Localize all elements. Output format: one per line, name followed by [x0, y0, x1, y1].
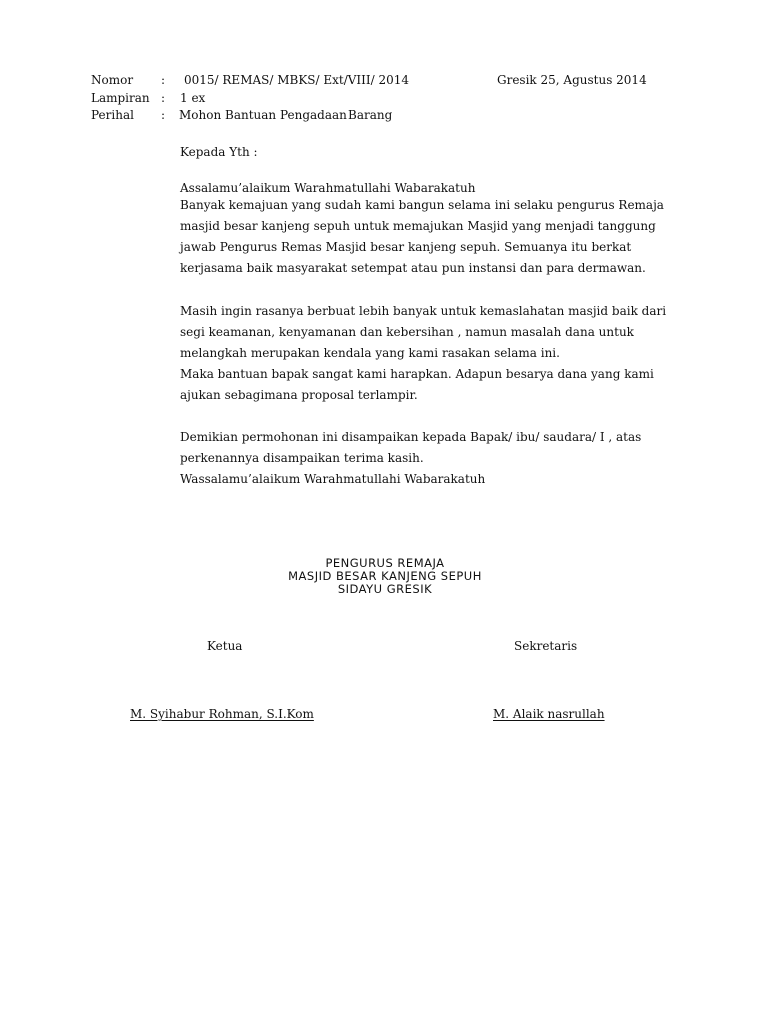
paragraph-2-line: Maka bantuan bapak sangat kami harapkan. Adapun besarya dana yang kami [180, 367, 654, 381]
signature-title-chairman: Ketua [207, 639, 243, 653]
letter-date: Gresik 25, Agustus 2014 [497, 73, 647, 87]
paragraph-2 [180, 301, 680, 406]
signature-name-secretary: M. Alaik nasrullah [493, 707, 605, 721]
paragraph-1-line: masjid besar kanjeng sepuh untuk memajukan Masjid yang menjadi tanggung [180, 219, 656, 233]
addressee: Kepada Yth : [180, 145, 258, 159]
opening-salutation: Assalamu’alaikum Warahmatullahi Wabarakatuh [180, 181, 476, 195]
paragraph-1-line: Banyak kemajuan yang sudah kami bangun selama ini selaku pengurus Remaja [180, 198, 664, 212]
paragraph-1-line: kerjasama baik masyarakat setempat atau pun instansi dan para dermawan. [180, 261, 646, 275]
perihal-value-2: Barang [348, 108, 393, 122]
nomor-colon: : [161, 73, 166, 87]
organization-line-1: PENGURUS REMAJA [325, 556, 445, 570]
paragraph-2-line: Masih ingin rasanya berbuat lebih banyak untuk kemaslahatan masjid baik dari [180, 304, 667, 318]
paragraph-3 [180, 427, 680, 490]
perihal-value: Mohon Bantuan Pengadaan [179, 108, 347, 122]
signature-name-chairman: M. Syihabur Rohman, S.I.Kom [130, 707, 314, 721]
lampiran-colon: : [161, 91, 166, 105]
organization-line-3: SIDAYU GRESIK [337, 582, 433, 596]
lampiran-label: Lampiran [91, 91, 150, 105]
organization-block [200, 557, 570, 596]
nomor-label: Nomor [91, 73, 134, 87]
paragraph-1-line: jawab Pengurus Remas Masjid besar kanjeng sepuh. Semuanya itu berkat [180, 240, 632, 254]
closing-salutation: Wassalamu’alaikum Warahmatullahi Wabarakatuh [180, 472, 486, 486]
nomor-value: 0015/ REMAS/ MBKS/ Ext/VIII/ 2014 [184, 73, 410, 87]
perihal-colon: : [161, 108, 166, 122]
paragraph-2-line: melangkah merupakan kendala yang kami rasakan selama ini. [180, 346, 560, 360]
paragraph-3-line: perkenannya disampaikan terima kasih. [180, 451, 424, 465]
paragraph-1 [180, 195, 680, 279]
perihal-label: Perihal [91, 108, 134, 122]
paragraph-2-line: ajukan sebagimana proposal terlampir. [180, 388, 418, 402]
signature-title-secretary: Sekretaris [514, 639, 578, 653]
organization-line-2: MASJID BESAR KANJENG SEPUH [288, 569, 482, 583]
paragraph-2-line: segi keamanan, kenyamanan dan kebersihan , namun masalah dana untuk [180, 325, 634, 339]
paragraph-3-line: Demikian permohonan ini disampaikan kepada Bapak/ ibu/ saudara/ I , atas [180, 430, 642, 444]
lampiran-value: 1 ex [180, 91, 206, 105]
